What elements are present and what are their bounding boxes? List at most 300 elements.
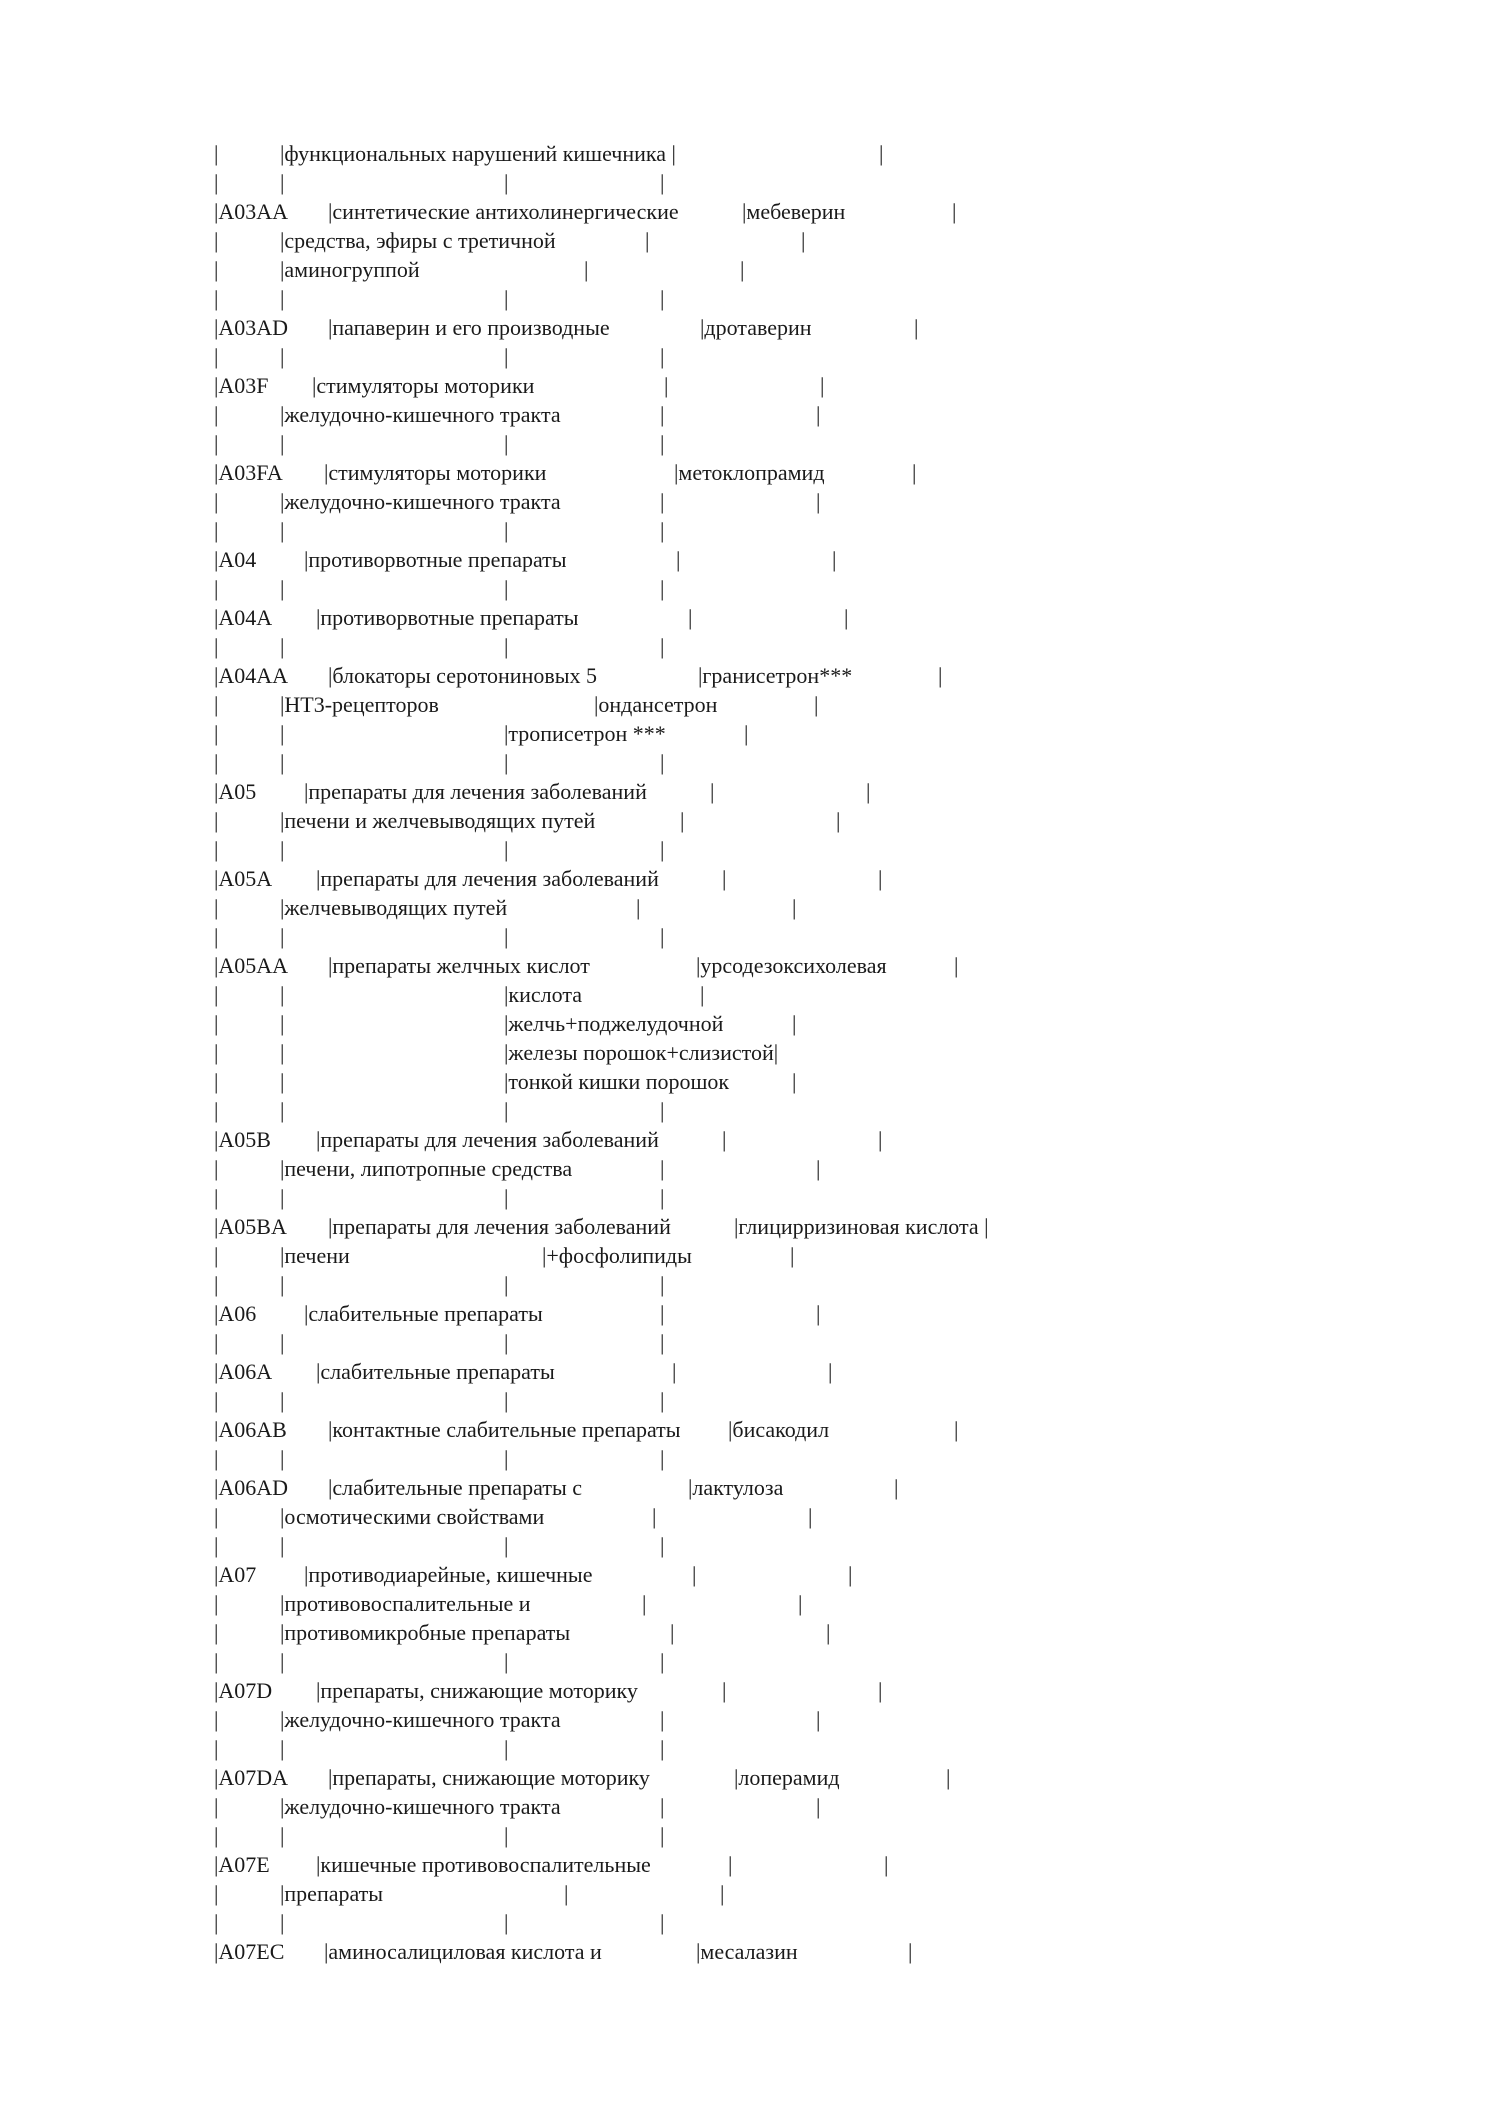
line-segment: |препараты, снижающие моторику [316, 1678, 638, 1703]
line-segment: |противорвотные препараты [304, 547, 567, 572]
line-segment: |A04A [214, 605, 273, 630]
line-segment: |тонкой кишки порошок [504, 1069, 730, 1094]
line-segment: | [660, 170, 665, 195]
line-segment: |ондансетрон [594, 692, 718, 717]
line-segment: | [878, 1678, 883, 1703]
line-segment: | [214, 1098, 219, 1123]
line-segment: | [848, 1562, 853, 1587]
line-segment: |слабительные препараты [304, 1301, 543, 1326]
line-segment: | [214, 895, 219, 920]
line-segment: | [720, 1881, 725, 1906]
line-segment: | [280, 518, 285, 543]
line-segment: | [214, 837, 219, 862]
line-segment: | [680, 808, 685, 833]
line-segment: |A05B [214, 1127, 271, 1152]
table-line [214, 1502, 1314, 1531]
line-segment: |A05AA [214, 953, 289, 978]
line-segment: | [894, 1475, 899, 1500]
line-segment: | [504, 576, 509, 601]
line-segment: | [214, 489, 219, 514]
table-line [214, 342, 1314, 371]
table-line [214, 313, 1314, 342]
table-line [214, 371, 1314, 400]
line-segment: |слабительные препараты с [328, 1475, 583, 1500]
line-segment: |A07EC [214, 1939, 285, 1964]
table-line [214, 980, 1314, 1009]
line-segment: |желудочно-кишечного тракта [280, 402, 561, 427]
table-line [214, 168, 1314, 197]
line-segment: | [660, 1156, 665, 1181]
table-line [214, 1096, 1314, 1125]
line-segment: | [214, 518, 219, 543]
line-segment: |трописетрон *** [504, 721, 666, 746]
line-segment: |A07 [214, 1562, 257, 1587]
line-segment: |желудочно-кишечного тракта [280, 1794, 561, 1819]
line-segment: | [660, 344, 665, 369]
line-segment: | [816, 1156, 821, 1181]
line-segment: | [908, 1939, 913, 1964]
table-line [214, 1618, 1314, 1647]
line-segment: | [214, 1620, 219, 1645]
line-segment: |A07D [214, 1678, 273, 1703]
line-segment: | [816, 402, 821, 427]
line-segment: |стимуляторы моторики [324, 460, 547, 485]
line-segment: | [676, 547, 681, 572]
line-segment: | [214, 1707, 219, 1732]
line-segment: | [280, 1736, 285, 1761]
line-segment: | [504, 431, 509, 456]
line-segment: |кишечные противовоспалительные [316, 1852, 651, 1877]
line-segment: |HT3-рецепторов [280, 692, 439, 717]
line-segment: | [214, 721, 219, 746]
line-segment: | [584, 257, 589, 282]
line-segment: | [504, 1330, 509, 1355]
line-segment: |противовоспалительные и [280, 1591, 531, 1616]
line-segment: | [504, 344, 509, 369]
line-segment: |A06A [214, 1359, 273, 1384]
line-segment: | [280, 1069, 285, 1094]
line-segment: | [660, 750, 665, 775]
line-segment: | [660, 1823, 665, 1848]
table-line [214, 1241, 1314, 1270]
table-line [214, 1850, 1314, 1879]
line-segment: |A06AD [214, 1475, 289, 1500]
table-line [214, 1067, 1314, 1096]
line-segment: | [660, 1098, 665, 1123]
line-segment: | [280, 286, 285, 311]
table-line [214, 1589, 1314, 1618]
table-line [214, 429, 1314, 458]
table-line [214, 1299, 1314, 1328]
line-segment: | [504, 837, 509, 862]
line-segment: | [844, 605, 849, 630]
line-segment: | [504, 750, 509, 775]
line-segment: |препараты для лечения заболеваний [316, 1127, 659, 1152]
line-segment: | [670, 1620, 675, 1645]
line-segment: | [660, 518, 665, 543]
table-line [214, 1531, 1314, 1560]
line-segment: | [214, 431, 219, 456]
line-segment: |лоперамид [734, 1765, 840, 1790]
line-segment: |папаверин и его производные [328, 315, 610, 340]
line-segment: | [280, 750, 285, 775]
line-segment: | [826, 1620, 831, 1645]
line-segment: | [836, 808, 841, 833]
line-segment: | [214, 1272, 219, 1297]
line-segment: |дротаверин [700, 315, 812, 340]
line-segment: |A06AB [214, 1417, 287, 1442]
line-segment: | [660, 837, 665, 862]
line-segment: | [214, 1388, 219, 1413]
line-segment: | [214, 1504, 219, 1529]
line-segment: |блокаторы серотониновых 5 [328, 663, 598, 688]
line-segment: |урсодезоксихолевая [696, 953, 887, 978]
line-segment: | [214, 1156, 219, 1181]
table-line [214, 1183, 1314, 1212]
line-segment: | [660, 1446, 665, 1471]
line-segment: |функциональных нарушений кишечника | [280, 141, 676, 166]
line-segment: | [504, 286, 509, 311]
line-segment: | [816, 1707, 821, 1732]
table-line [214, 1560, 1314, 1589]
line-segment: | [816, 489, 821, 514]
line-segment: |стимуляторы моторики [312, 373, 535, 398]
line-segment: | [504, 1910, 509, 1935]
line-segment: | [504, 1098, 509, 1123]
line-segment: | [214, 257, 219, 282]
line-segment: | [214, 1533, 219, 1558]
line-segment: | [214, 1736, 219, 1761]
line-segment: | [280, 1330, 285, 1355]
table-line [214, 893, 1314, 922]
table-line [214, 864, 1314, 893]
line-segment: |желчь+поджелудочной [504, 1011, 724, 1036]
table-line [214, 574, 1314, 603]
line-segment: | [728, 1852, 733, 1877]
line-segment: | [808, 1504, 813, 1529]
line-segment: |A07E [214, 1852, 270, 1877]
table-line [214, 1676, 1314, 1705]
line-segment: | [504, 1823, 509, 1848]
line-segment: | [642, 1591, 647, 1616]
line-segment: | [280, 170, 285, 195]
line-segment: | [692, 1562, 697, 1587]
line-segment: | [214, 1446, 219, 1471]
line-segment: | [816, 1301, 821, 1326]
table-line [214, 1937, 1314, 1966]
line-segment: |+фосфолипиды [542, 1243, 692, 1268]
line-segment: | [710, 779, 715, 804]
line-segment: | [214, 692, 219, 717]
line-segment: | [280, 924, 285, 949]
line-segment: | [504, 1185, 509, 1210]
table-line [214, 951, 1314, 980]
table-line [214, 1879, 1314, 1908]
table-line [214, 632, 1314, 661]
line-segment: |осмотическими свойствами [280, 1504, 545, 1529]
line-segment: | [952, 199, 957, 224]
line-segment: | [660, 1185, 665, 1210]
table-line [214, 835, 1314, 864]
line-segment: | [280, 1823, 285, 1848]
line-segment: |печени, липотропные средства [280, 1156, 573, 1181]
line-segment: | [820, 373, 825, 398]
line-segment: | [214, 924, 219, 949]
line-segment: | [700, 982, 705, 1007]
table-line [214, 806, 1314, 835]
line-segment: |A04 [214, 547, 257, 572]
table-line [214, 1821, 1314, 1850]
line-segment: |аминосалициловая кислота и [324, 1939, 602, 1964]
line-segment: | [214, 982, 219, 1007]
line-segment: | [954, 1417, 959, 1442]
line-segment: |гранисетрон*** [698, 663, 853, 688]
line-segment: | [280, 1098, 285, 1123]
line-segment: | [280, 837, 285, 862]
line-segment: | [214, 808, 219, 833]
drug-classification-table [214, 139, 1314, 1966]
line-segment: | [504, 634, 509, 659]
line-segment: | [652, 1504, 657, 1529]
line-segment: | [564, 1881, 569, 1906]
line-segment: | [280, 1533, 285, 1558]
line-segment: | [214, 1243, 219, 1268]
table-line [214, 255, 1314, 284]
table-line [214, 748, 1314, 777]
line-segment: |слабительные препараты [316, 1359, 555, 1384]
line-segment: | [214, 1823, 219, 1848]
line-segment: | [214, 344, 219, 369]
line-segment: |препараты для лечения заболеваний [304, 779, 647, 804]
table-line [214, 1473, 1314, 1502]
line-segment: | [832, 547, 837, 572]
table-line [214, 487, 1314, 516]
line-segment: |средства, эфиры с третичной [280, 228, 556, 253]
line-segment: | [954, 953, 959, 978]
line-segment: | [660, 634, 665, 659]
line-segment: | [504, 1649, 509, 1674]
line-segment: | [504, 1388, 509, 1413]
line-segment: | [660, 489, 665, 514]
line-segment: |препараты для лечения заболеваний [316, 866, 659, 891]
line-segment: | [801, 228, 806, 253]
line-segment: |печени и желчевыводящих путей [280, 808, 596, 833]
line-segment: | [660, 576, 665, 601]
line-segment: |препараты, снижающие моторику [328, 1765, 650, 1790]
line-segment: | [214, 1794, 219, 1819]
line-segment: | [722, 1678, 727, 1703]
line-segment: | [280, 1388, 285, 1413]
line-segment: | [214, 750, 219, 775]
line-segment: |аминогруппой [280, 257, 420, 282]
table-line [214, 1212, 1314, 1241]
line-segment: | [214, 1649, 219, 1674]
line-segment: | [660, 1910, 665, 1935]
line-segment: |препараты для лечения заболеваний [328, 1214, 671, 1239]
table-line [214, 777, 1314, 806]
line-segment: |лактулоза [688, 1475, 784, 1500]
line-segment: | [214, 1881, 219, 1906]
table-line [214, 719, 1314, 748]
line-segment: | [660, 924, 665, 949]
line-segment: |печени [280, 1243, 350, 1268]
line-segment: |железы порошок+слизистой| [504, 1040, 779, 1065]
line-segment: | [214, 286, 219, 311]
table-line [214, 1125, 1314, 1154]
line-segment: | [645, 228, 650, 253]
line-segment: | [660, 1533, 665, 1558]
table-line [214, 1415, 1314, 1444]
line-segment: | [792, 895, 797, 920]
table-line [214, 1038, 1314, 1067]
line-segment: | [744, 721, 749, 746]
line-segment: | [878, 866, 883, 891]
table-line [214, 458, 1314, 487]
line-segment: | [660, 1272, 665, 1297]
line-segment: | [504, 1446, 509, 1471]
table-line [214, 1705, 1314, 1734]
line-segment: | [214, 1910, 219, 1935]
line-segment: |противорвотные препараты [316, 605, 579, 630]
line-segment: |препараты [280, 1881, 384, 1906]
table-line [214, 400, 1314, 429]
line-segment: | [280, 1649, 285, 1674]
line-segment: | [280, 1011, 285, 1036]
table-line [214, 1328, 1314, 1357]
line-segment: | [660, 1301, 665, 1326]
table-line [214, 1908, 1314, 1937]
table-line [214, 661, 1314, 690]
line-segment: | [740, 257, 745, 282]
line-segment: | [636, 895, 641, 920]
line-segment: | [504, 518, 509, 543]
table-line [214, 197, 1314, 226]
table-line [214, 1792, 1314, 1821]
line-segment: | [214, 576, 219, 601]
line-segment: | [798, 1591, 803, 1616]
line-segment: | [660, 431, 665, 456]
line-segment: |контактные слабительные препараты [328, 1417, 681, 1442]
line-segment: | [672, 1359, 677, 1384]
line-segment: | [722, 1127, 727, 1152]
line-segment: |метоклопрамид [674, 460, 825, 485]
line-segment: | [879, 141, 884, 166]
line-segment: |A07DA [214, 1765, 289, 1790]
line-segment: |A03F [214, 373, 269, 398]
line-segment: |кислота [504, 982, 582, 1007]
table-line [214, 139, 1314, 168]
line-segment: | [884, 1852, 889, 1877]
line-segment: | [280, 344, 285, 369]
line-segment: | [660, 1649, 665, 1674]
line-segment: | [504, 1736, 509, 1761]
line-segment: | [280, 982, 285, 1007]
line-segment: | [946, 1765, 951, 1790]
line-segment: | [214, 1011, 219, 1036]
line-segment: | [214, 1591, 219, 1616]
line-segment: | [660, 402, 665, 427]
line-segment: | [280, 634, 285, 659]
table-line [214, 516, 1314, 545]
line-segment: | [688, 605, 693, 630]
table-line [214, 1270, 1314, 1299]
line-segment: | [660, 1794, 665, 1819]
line-segment: | [214, 170, 219, 195]
line-segment: | [214, 141, 219, 166]
line-segment: |противодиарейные, кишечные [304, 1562, 593, 1587]
line-segment: | [214, 1040, 219, 1065]
line-segment: | [816, 1794, 821, 1819]
line-segment: | [280, 431, 285, 456]
line-segment: | [664, 373, 669, 398]
line-segment: |синтетические антихолинергические [328, 199, 679, 224]
table-line [214, 1444, 1314, 1473]
line-segment: | [878, 1127, 883, 1152]
table-line [214, 284, 1314, 313]
line-segment: | [792, 1011, 797, 1036]
line-segment: | [660, 1330, 665, 1355]
line-segment: | [866, 779, 871, 804]
table-line [214, 690, 1314, 719]
line-segment: |месалазин [696, 1939, 798, 1964]
line-segment: |A03AA [214, 199, 289, 224]
line-segment: |глицирризиновая кислота | [734, 1214, 989, 1239]
line-segment: | [722, 866, 727, 891]
line-segment: | [914, 315, 919, 340]
table-line [214, 545, 1314, 574]
table-line [214, 922, 1314, 951]
line-segment: | [660, 286, 665, 311]
line-segment: | [214, 1185, 219, 1210]
line-segment: |желчевыводящих путей [280, 895, 508, 920]
line-segment: | [792, 1069, 797, 1094]
line-segment: | [828, 1359, 833, 1384]
line-segment: | [660, 1736, 665, 1761]
line-segment: |мебеверин [742, 199, 846, 224]
line-segment: |A03AD [214, 315, 289, 340]
table-line [214, 1647, 1314, 1676]
line-segment: |противомикробные препараты [280, 1620, 571, 1645]
table-line [214, 226, 1314, 255]
line-segment: | [814, 692, 819, 717]
line-segment: | [504, 170, 509, 195]
line-segment: | [214, 634, 219, 659]
line-segment: | [214, 1330, 219, 1355]
table-line [214, 1009, 1314, 1038]
line-segment: |бисакодил [728, 1417, 830, 1442]
line-segment: |A03FA [214, 460, 283, 485]
table-line [214, 1734, 1314, 1763]
line-segment: | [938, 663, 943, 688]
line-segment: |A04AA [214, 663, 289, 688]
line-segment: |A06 [214, 1301, 257, 1326]
table-line [214, 1154, 1314, 1183]
line-segment: | [790, 1243, 795, 1268]
line-segment: | [280, 1446, 285, 1471]
line-segment: | [280, 721, 285, 746]
line-segment: |A05A [214, 866, 273, 891]
line-segment: |препараты желчных кислот [328, 953, 590, 978]
line-segment: |желудочно-кишечного тракта [280, 1707, 561, 1732]
line-segment: | [280, 1272, 285, 1297]
line-segment: | [280, 1910, 285, 1935]
line-segment: |A05BA [214, 1214, 287, 1239]
line-segment: | [504, 1272, 509, 1297]
line-segment: | [912, 460, 917, 485]
table-line [214, 1357, 1314, 1386]
line-segment: | [214, 402, 219, 427]
table-line [214, 1763, 1314, 1792]
